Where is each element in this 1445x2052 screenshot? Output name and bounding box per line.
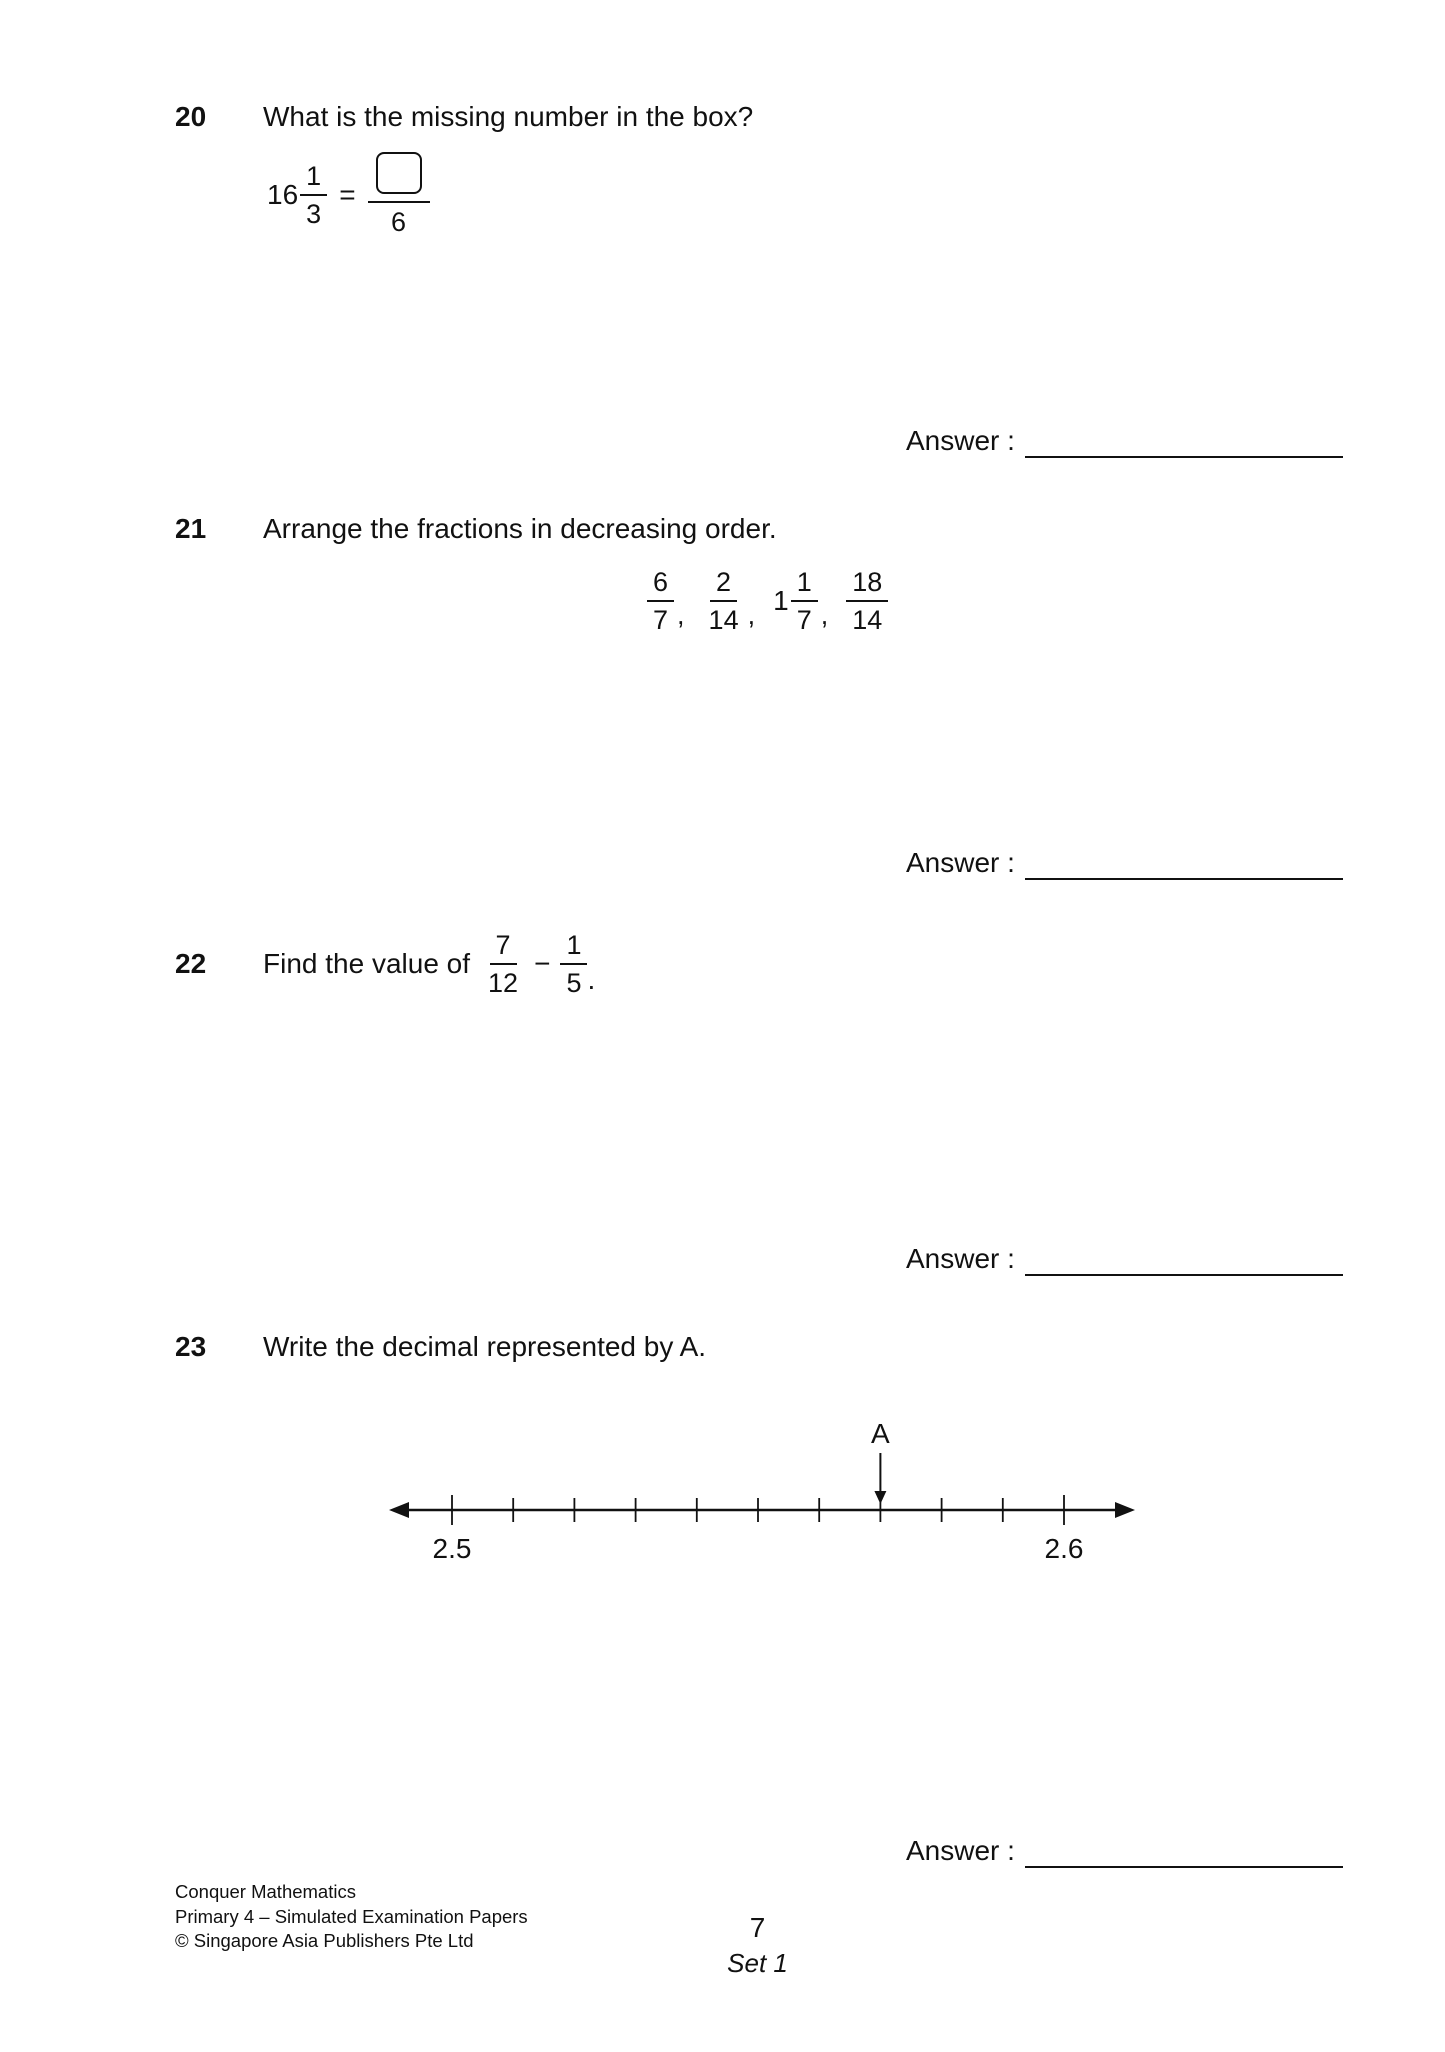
question-number: 23 — [175, 1331, 207, 1362]
question-21-header — [175, 512, 777, 546]
mixed-number — [267, 161, 327, 229]
number-line-figure — [367, 1415, 1157, 1575]
question-text: Find the value of — [263, 948, 471, 979]
footer-line-3: © Singapore Asia Publishers Pte Ltd — [175, 1930, 474, 1951]
fraction-numerator: 1 — [791, 567, 818, 602]
comma-separator: , — [747, 600, 756, 630]
fraction-denominator: 14 — [852, 605, 883, 635]
q20-equation — [267, 152, 430, 238]
answer-label: Answer : — [906, 847, 1015, 878]
comma-separator: , — [677, 600, 685, 630]
missing-number-box — [376, 152, 422, 194]
fraction — [703, 567, 745, 635]
fraction-numerator: 1 — [560, 930, 587, 965]
answer-row-q22 — [906, 1242, 1343, 1276]
set-label: Set 1 — [727, 1948, 788, 1978]
fraction-numerator: 2 — [710, 567, 737, 602]
question-text: What is the missing number in the box? — [263, 101, 754, 132]
fraction-numerator: 1 — [300, 161, 327, 196]
question-23-header — [175, 1330, 706, 1364]
svg-text:2.6: 2.6 — [1044, 1533, 1084, 1564]
answer-label: Answer : — [906, 1243, 1015, 1274]
question-text: Write the decimal represented by A. — [263, 1331, 707, 1362]
question-22-header — [175, 930, 595, 998]
fraction-denominator: 7 — [653, 605, 669, 635]
answer-label: Answer : — [906, 1835, 1015, 1866]
fraction — [647, 567, 674, 635]
fraction-denominator: 3 — [306, 199, 322, 229]
number-line — [367, 1415, 1157, 1575]
answer-row-q20 — [906, 424, 1343, 458]
fraction-denominator: 6 — [391, 207, 407, 237]
period: . — [587, 964, 596, 995]
fraction-denominator: 5 — [566, 968, 582, 998]
fraction-denominator: 7 — [796, 605, 812, 635]
question-20-header — [175, 100, 753, 134]
q21-fraction-list — [647, 567, 888, 635]
fraction-denominator: 12 — [488, 968, 519, 998]
equals-sign: = — [339, 179, 356, 210]
question-number: 22 — [175, 948, 207, 979]
answer-row-q23 — [906, 1834, 1343, 1868]
mixed-number — [773, 567, 818, 635]
minus-sign: − — [534, 948, 551, 979]
fraction-numerator: 7 — [490, 930, 517, 965]
fraction — [300, 161, 327, 229]
answer-blank-line — [1025, 1244, 1343, 1276]
question-text: Arrange the fractions in decreasing order. — [263, 513, 777, 544]
question-number: 21 — [175, 513, 207, 544]
fraction-numerator: 18 — [846, 567, 888, 602]
footer-line-1: Conquer Mathematics — [175, 1881, 356, 1902]
fraction — [482, 930, 524, 998]
answer-row-q21 — [906, 846, 1343, 880]
fraction — [846, 567, 888, 635]
box-fraction — [368, 152, 430, 238]
answer-blank-line — [1025, 426, 1343, 458]
answer-blank-line — [1025, 848, 1343, 880]
answer-blank-line — [1025, 1836, 1343, 1868]
fraction-denominator: 14 — [708, 605, 739, 635]
fraction-numerator: 6 — [647, 567, 674, 602]
svg-text:A: A — [871, 1418, 890, 1449]
fraction-numerator — [368, 152, 430, 203]
answer-label: Answer : — [906, 425, 1015, 456]
footer-line-2: Primary 4 – Simulated Examination Papers — [175, 1905, 528, 1927]
fraction — [791, 567, 818, 635]
whole-number: 1 — [773, 585, 789, 616]
fraction — [560, 930, 587, 998]
page-number: 7 — [749, 1912, 766, 1943]
whole-number: 16 — [267, 179, 299, 210]
footer — [175, 1880, 528, 1954]
question-number: 20 — [175, 101, 207, 132]
svg-text:2.5: 2.5 — [432, 1533, 472, 1564]
comma-separator: , — [820, 600, 829, 630]
